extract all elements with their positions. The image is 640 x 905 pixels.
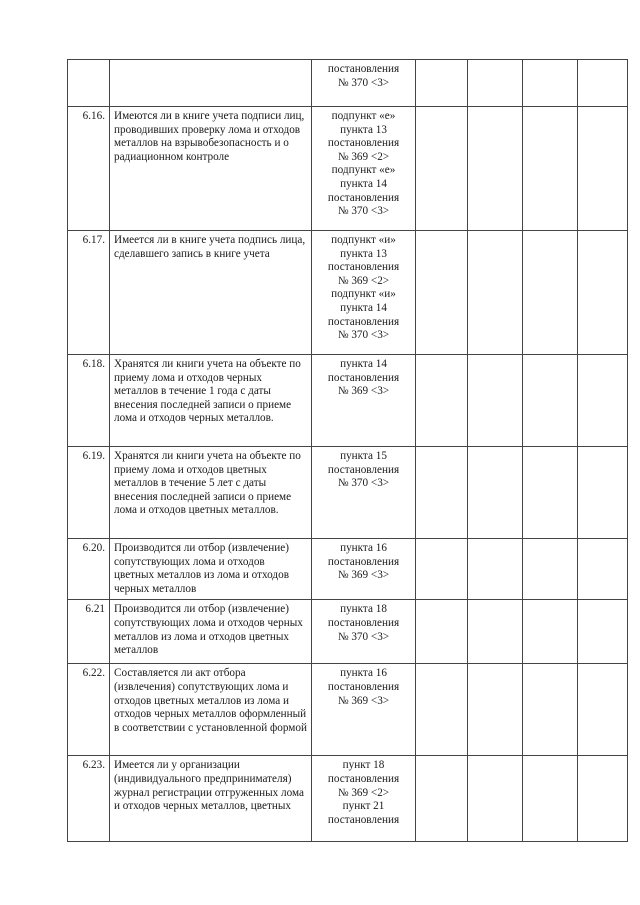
answer-cell — [578, 447, 628, 539]
answer-cell — [578, 539, 628, 600]
item-number: 6.17. — [68, 231, 110, 355]
item-number — [68, 60, 110, 107]
question-text: Составляется ли акт отбора (извлечения) сопутствующих лома и отходов цветных металлов из лома и отходов черных металлов оформленный в соответствии с установленной формой — [110, 664, 312, 756]
answer-cell — [523, 600, 578, 664]
answer-cell — [416, 107, 468, 231]
table-row — [68, 664, 628, 756]
answer-cell — [523, 355, 578, 447]
question-text: Хранятся ли книги учета на объекте по приему лома и отходов цветных металлов в течение 5 лет с даты внесения последней записи о приеме лома и отходов цветных металлов. — [110, 447, 312, 539]
question-text: Имеются ли в книге учета подписи лиц, проводивших проверку лома и отходов металлов на взрывобезопасность и о радиационном контроле — [110, 107, 312, 231]
answer-cell — [468, 664, 523, 756]
legal-reference: подпункт «е» пункта 13 постановления № 369 <2> подпункт «е» пункта 14 постановления № 370 <3> — [312, 107, 416, 231]
item-number: 6.22. — [68, 664, 110, 756]
legal-reference: пункта 15 постановления № 370 <3> — [312, 447, 416, 539]
table-row — [68, 600, 628, 664]
answer-cell — [523, 756, 578, 842]
item-number: 6.16. — [68, 107, 110, 231]
answer-cell — [468, 231, 523, 355]
table-row — [68, 355, 628, 447]
answer-cell — [523, 447, 578, 539]
item-number: 6.23. — [68, 756, 110, 842]
answer-cell — [578, 107, 628, 231]
answer-cell — [578, 60, 628, 107]
table-row — [68, 539, 628, 600]
answer-cell — [468, 60, 523, 107]
question-text: Производится ли отбор (извлечение) сопутствующих лома и отходов черных металлов из лома и отходов цветных металлов — [110, 600, 312, 664]
legal-reference: постановления № 370 <3> — [312, 60, 416, 107]
answer-cell — [523, 60, 578, 107]
legal-reference: пункт 18 постановления № 369 <2> пункт 21 постановления — [312, 756, 416, 842]
answer-cell — [523, 231, 578, 355]
legal-reference: пункта 16 постановления № 369 <3> — [312, 539, 416, 600]
answer-cell — [468, 107, 523, 231]
answer-cell — [416, 600, 468, 664]
answer-cell — [468, 756, 523, 842]
item-number: 6.21 — [68, 600, 110, 664]
table-row — [68, 447, 628, 539]
answer-cell — [416, 231, 468, 355]
answer-cell — [416, 664, 468, 756]
answer-cell — [578, 600, 628, 664]
legal-reference: пункта 16 постановления № 369 <3> — [312, 664, 416, 756]
answer-cell — [523, 107, 578, 231]
answer-cell — [523, 664, 578, 756]
question-text: Имеется ли у организации (индивидуального предпринимателя) журнал регистрации отгруженных лома и отходов черных металлов, цветных — [110, 756, 312, 842]
checklist-table — [67, 59, 628, 842]
answer-cell — [416, 60, 468, 107]
table-row — [68, 756, 628, 842]
item-number: 6.18. — [68, 355, 110, 447]
table-row — [68, 60, 628, 107]
item-number: 6.20. — [68, 539, 110, 600]
answer-cell — [578, 231, 628, 355]
answer-cell — [578, 756, 628, 842]
legal-reference: пункта 14 постановления № 369 <3> — [312, 355, 416, 447]
table-row — [68, 231, 628, 355]
legal-reference: пункта 18 постановления № 370 <3> — [312, 600, 416, 664]
legal-reference: подпункт «и» пункта 13 постановления № 369 <2> подпункт «и» пункта 14 постановления № 370 <3> — [312, 231, 416, 355]
answer-cell — [468, 539, 523, 600]
question-text: Имеется ли в книге учета подпись лица, сделавшего запись в книге учета — [110, 231, 312, 355]
answer-cell — [468, 600, 523, 664]
answer-cell — [578, 355, 628, 447]
answer-cell — [416, 447, 468, 539]
checklist-body — [68, 60, 628, 842]
table-row — [68, 107, 628, 231]
answer-cell — [416, 756, 468, 842]
item-number: 6.19. — [68, 447, 110, 539]
answer-cell — [523, 539, 578, 600]
question-text: Хранятся ли книги учета на объекте по приему лома и отходов черных металлов в течение 1 года с даты внесения последней записи о приеме лома и отходов черных металлов. — [110, 355, 312, 447]
answer-cell — [468, 447, 523, 539]
answer-cell — [416, 355, 468, 447]
answer-cell — [468, 355, 523, 447]
answer-cell — [416, 539, 468, 600]
answer-cell — [578, 664, 628, 756]
question-text: Производится ли отбор (извлечение) сопутствующих лома и отходов цветных металлов из лома и отходов черных металлов — [110, 539, 312, 600]
question-text — [110, 60, 312, 107]
